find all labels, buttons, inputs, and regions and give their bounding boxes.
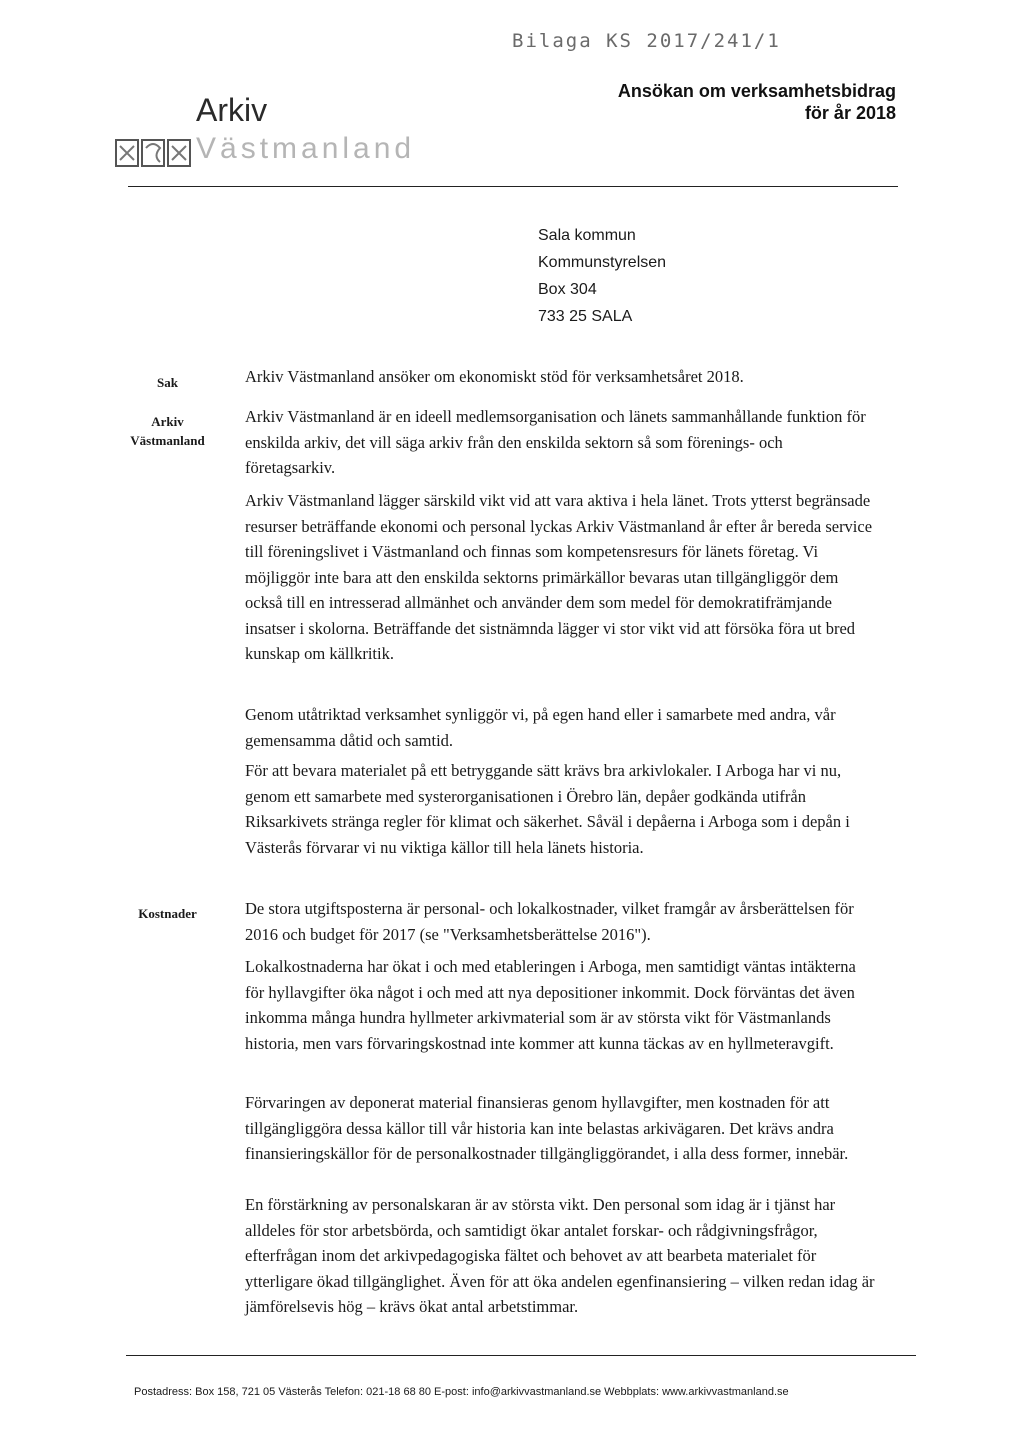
paragraph-text: De stora utgiftsposterna är personal- och lokalkostnader, vilket framgår av årsberättelsen för 2016 och budget för 2017 (se "Verksamhetsberättelse 2016"). [245,899,854,944]
header-divider [128,186,898,187]
label-kostnader: Kostnader [138,906,197,921]
label-organisation-line2: Västmanland [130,433,205,448]
paragraph-organisation-2 [245,488,875,667]
footer-divider [126,1355,916,1356]
paragraph-sak [245,364,875,390]
paragraph-costs-2 [245,954,875,1056]
paragraph-costs-1 [245,896,875,947]
paragraph-costs-3 [245,1090,875,1167]
recipient-line: Box 304 [538,281,597,298]
logo-subtitle: Västmanland [196,132,416,165]
paragraph-text: För att bevara materialet på ett betryggande sätt krävs bra arkivlokaler. I Arboga har vi nu, genom ett samarbete med systerorganisationen i Örebro län, depåer godkända utifrån Riksarkivets stränga regler för klimat och säkerhet. Såväl i depåerna i Arboga som i depån i Västerås förvarar vi nu viktiga källor till hela länets historia. [245,761,850,857]
document-title-line1: Ansökan om verksamhetsbidrag [617,81,896,101]
recipient-address [538,222,666,330]
logo-wordmark: Arkiv [196,92,268,128]
logo-icon [114,134,192,170]
paragraph-text: Arkiv Västmanland lägger särskild vikt vid att vara aktiva i hela länet. Trots ytterst begränsade resurser beträffande ekonomi och personal lyckas Arkiv Västmanland år efter år bereda service till föreningslivet i Västmanland och finnas som kompetensresurs för länets företag. Vi möjliggör inte bara att den enskilda sektorns primärkällor bevaras utan tillgängliggör dem också till en intresserad allmänhet och använder dem som medel för demokratifrämjande insatser i skolorna. Beträffande det sistnämnda lägger vi stor vikt vid att försöka föra ut bred kunskap om källkritik. [245,491,873,663]
document-title [618,80,896,124]
paragraph-text: Förvaringen av deponerat material finansieras genom hyllavgifter, men kostnaden för att tillgängliggöra dessa källor till vår historia kan inte belastas arkivägaren. Det krävs andra finansieringskällor för de personalkostnader tillgängliggörandet, i alla dess former, innebär. [245,1093,849,1163]
document-title-line2: för år 2018 [804,103,896,123]
registration-stamp: Bilaga KS 2017/241/1 [512,30,781,52]
paragraph-costs-4 [245,1192,875,1320]
label-organisation-line1: Arkiv [151,414,184,429]
paragraph-text: En förstärkning av personalskaran är av största vikt. Den personal som idag är i tjänst har alldeles för stor arbetsbörda, och samtidigt ökar antalet forskar- och rådgivningsfrågor, efterfrågan inom det arkivpedagogiska fältet och behovet av att bearbeta materialet för ytterligare ökad tillgänglighet. Även för att öka andelen egenfinansiering – vilken redan idag är jämförelsevis hög – krävs ökat antal arbetstimmar. [245,1195,875,1316]
footer-contact: Postadress: Box 158, 721 05 Västerås Telefon: 021-18 68 80 E-post: info@arkivvastmanland.se Webbplats: www.arkivvastmanland.se [134,1386,789,1398]
paragraph-text: Genom utåtriktad verksamhet synliggör vi, på egen hand eller i samarbete med andra, vår gemensamma dåtid och samtid. [245,705,836,750]
recipient-line: Sala kommun [538,227,636,244]
recipient-line: 733 25 SALA [538,308,633,325]
recipient-line: Kommunstyrelsen [538,254,667,271]
label-organisation [110,412,225,450]
label-sak: Sak [157,375,178,390]
paragraph-organisation-3 [245,702,875,753]
paragraph-text: Arkiv Västmanland ansöker om ekonomiskt stöd för verksamhetsåret 2018. [245,367,744,386]
paragraph-text: Arkiv Västmanland är en ideell medlemsorganisation och länets sammanhållande funktion för enskilda arkiv, det vill säga arkiv från den enskilda sektorn så som förenings- och företagsarkiv. [245,407,866,477]
paragraph-organisation-4 [245,758,875,860]
paragraph-text: Lokalkostnaderna har ökat i och med etableringen i Arboga, men samtidigt väntas intäkterna för hyllavgifter öka något i och med att nya depositioner inkommit. Dock förväntas det även inkomma många hundra hyllmeter arkivmaterial som är av största vikt för Västmanlands historia, men vars förvaringskostnad inte kommer att kunna täckas av en hyllmeteravgift. [245,957,856,1053]
paragraph-organisation-1 [245,404,875,481]
